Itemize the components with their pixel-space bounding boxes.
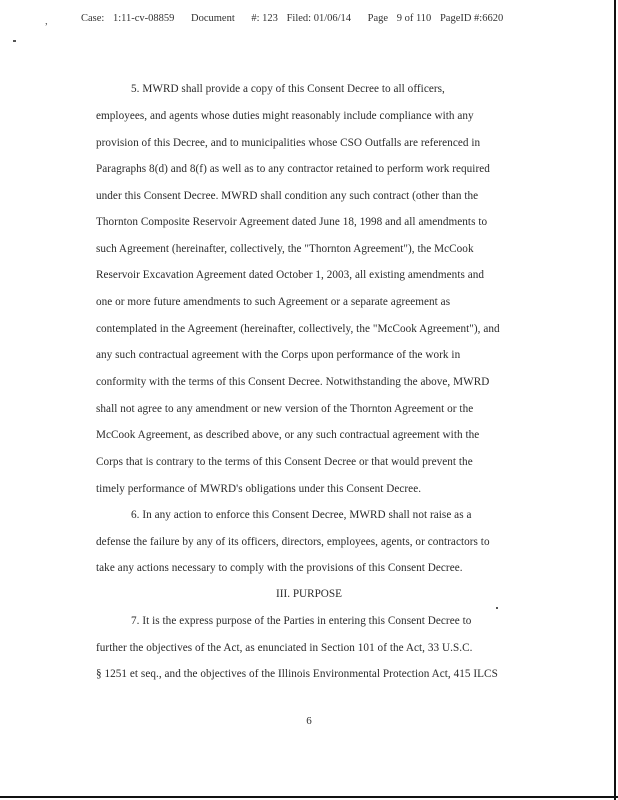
text-line: § 1251 et seq., and the objectives of the Illinois Environmental Protection Act, 415 ILCS xyxy=(96,668,498,680)
text-line: such Agreement (hereinafter, collectively, the "Thornton Agreement"), the McCook xyxy=(96,243,474,255)
text-line: Corps that is contrary to the terms of this Consent Decree or that would prevent the xyxy=(96,456,473,468)
filed-date: Filed: 01/06/14 xyxy=(286,13,352,24)
text-line: McCook Agreement, as described above, or any such contractual agreement with the xyxy=(96,429,480,441)
text-line: defense the failure by any of its officers, directors, employees, agents, or contractors to xyxy=(96,536,490,548)
text-line: take any actions necessary to comply with the provisions of this Consent Decree. xyxy=(96,562,463,574)
page-range: 9 of 110 xyxy=(396,13,432,24)
case-number: 1:11-cv-08859 xyxy=(112,13,175,24)
text-line: conformity with the terms of this Consent Decree. Notwithstanding the above, MWRD xyxy=(96,376,490,388)
text-line: further the objectives of the Act, as enunciated in Section 101 of the Act, 33 U.S.C. xyxy=(96,642,473,654)
text-line: Paragraphs 8(d) and 8(f) as well as to any contractor retained to perform work required xyxy=(96,163,490,175)
text-line: provision of this Decree, and to municipalities whose CSO Outfalls are referenced in xyxy=(96,137,481,149)
scan-speck xyxy=(13,40,16,42)
case-header xyxy=(81,13,517,24)
page-id: PageID #:6620 xyxy=(439,13,504,24)
text-line: employees, and agents whose duties might reasonably include compliance with any xyxy=(96,110,474,122)
case-label: Case: xyxy=(81,13,105,24)
text-line: under this Consent Decree. MWRD shall condition any such contract (other than the xyxy=(96,190,479,202)
section-heading: III. PURPOSE xyxy=(276,588,342,600)
text-line: any such contractual agreement with the Corps upon performance of the work in xyxy=(96,349,461,361)
text-line: 7. It is the express purpose of the Parties in entering this Consent Decree to xyxy=(131,615,472,627)
text-line: contemplated in the Agreement (hereinafter, collectively, the "McCook Agreement"), and xyxy=(96,323,500,335)
text-line: shall not agree to any amendment or new version of the Thornton Agreement or the xyxy=(96,403,474,415)
page-number: 6 xyxy=(306,715,312,727)
page-border-right xyxy=(614,0,616,800)
text-line: 5. MWRD shall provide a copy of this Consent Decree to all officers, xyxy=(131,83,445,95)
text-line: Reservoir Excavation Agreement dated October 1, 2003, all existing amendments and xyxy=(96,269,485,281)
scan-speck xyxy=(496,607,498,609)
document-label: Document xyxy=(191,13,235,24)
page-border-bottom xyxy=(0,796,618,798)
text-line: timely performance of MWRD's obligations under this Consent Decree. xyxy=(96,483,422,495)
document-number: #: 123 xyxy=(251,13,278,24)
page-label: Page xyxy=(367,13,389,24)
text-line: one or more future amendments to such Agreement or a separate agreement as xyxy=(96,296,451,308)
stray-mark: , xyxy=(45,15,48,27)
text-line: Thornton Composite Reservoir Agreement dated June 18, 1998 and all amendments to xyxy=(96,216,488,228)
text-line: 6. In any action to enforce this Consent Decree, MWRD shall not raise as a xyxy=(131,509,472,521)
